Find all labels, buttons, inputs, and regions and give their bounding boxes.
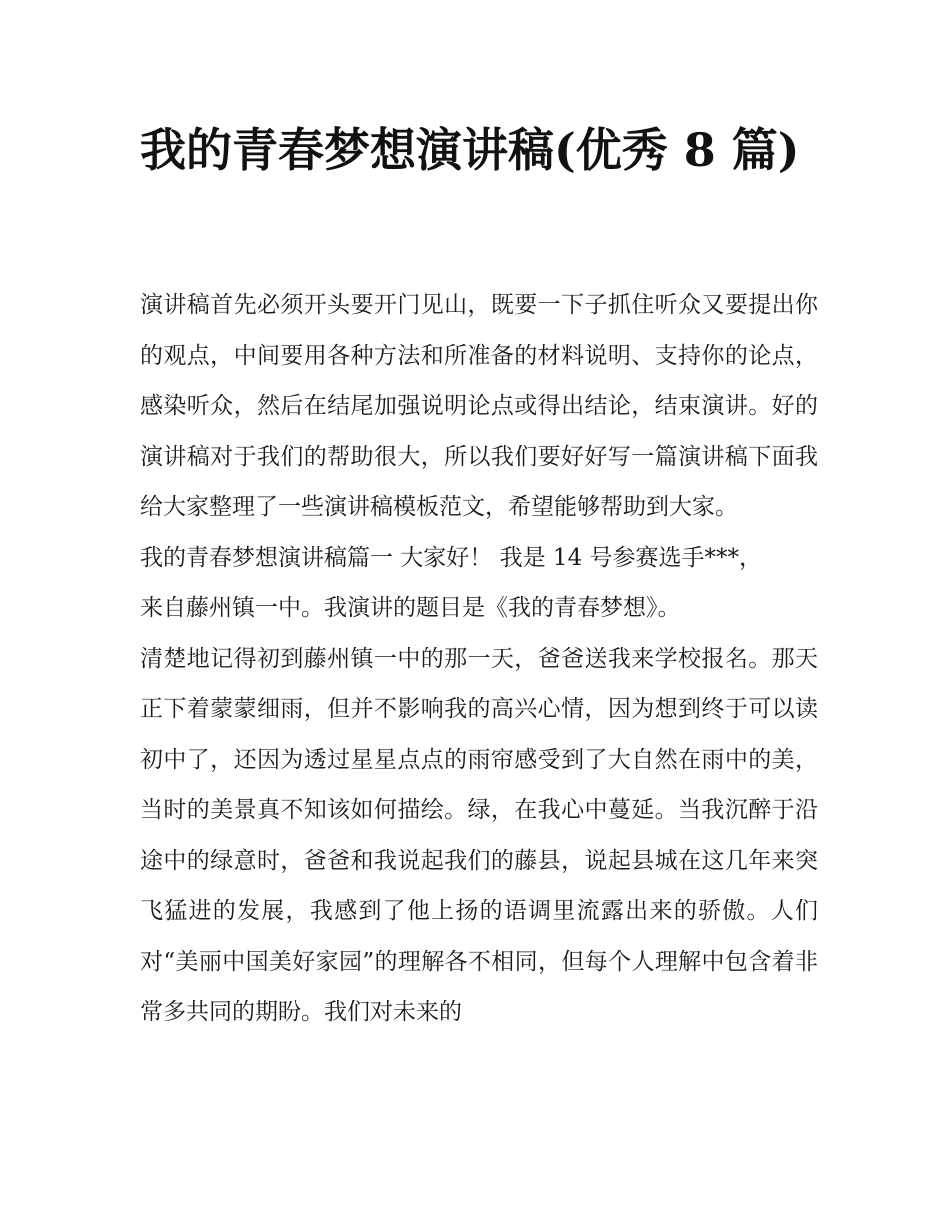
paragraph-speech-body: 清楚地记得初到藤州镇一中的那一天，爸爸送我来学校报名。那天正下着蒙蒙细雨，但并不影响我的高兴心情，因为想到终于可以读初中了，还因为透过星星点点的雨帘感受到了大自然在雨中的美，当时的美景真不知该如何描绘。绿，在我心中蔓延。当我沉醉于沿途中的绿意时，爸爸和我说起我们的藤县，说起县城在这几年来突飞猛进的发展，我感到了他上扬的语调里流露出来的骄傲。人们对“美丽中国美好家园”的理解各不相同，但每个人理解中包含着非常多共同的期盼。我们对未来的: [140, 645, 818, 1025]
document-title: 我的青春梦想演讲稿(优秀 8 篇): [140, 123, 800, 177]
paragraph-intro: 演讲稿首先必须开头要开门见山，既要一下子抓住听众又要提出你的观点，中间要用各种方法和所准备的材料说明、支持你的论点，感染听众，然后在结尾加强说明论点或得出结论，结束演讲。好的演讲稿对于我们的帮助很大，所以我们要好好写一篇演讲稿下面我给大家整理了一些演讲稿模板范文，希望能够帮助到大家。: [140, 292, 818, 520]
document-body: [140, 280, 818, 1038]
paragraph-speech-topic: 来自藤州镇一中。我演讲的题目是《我的青春梦想》。: [140, 595, 681, 621]
paragraph-speech-opening: 我的青春梦想演讲稿篇一 大家好！ 我是 14 号参赛选手***，: [140, 544, 763, 571]
